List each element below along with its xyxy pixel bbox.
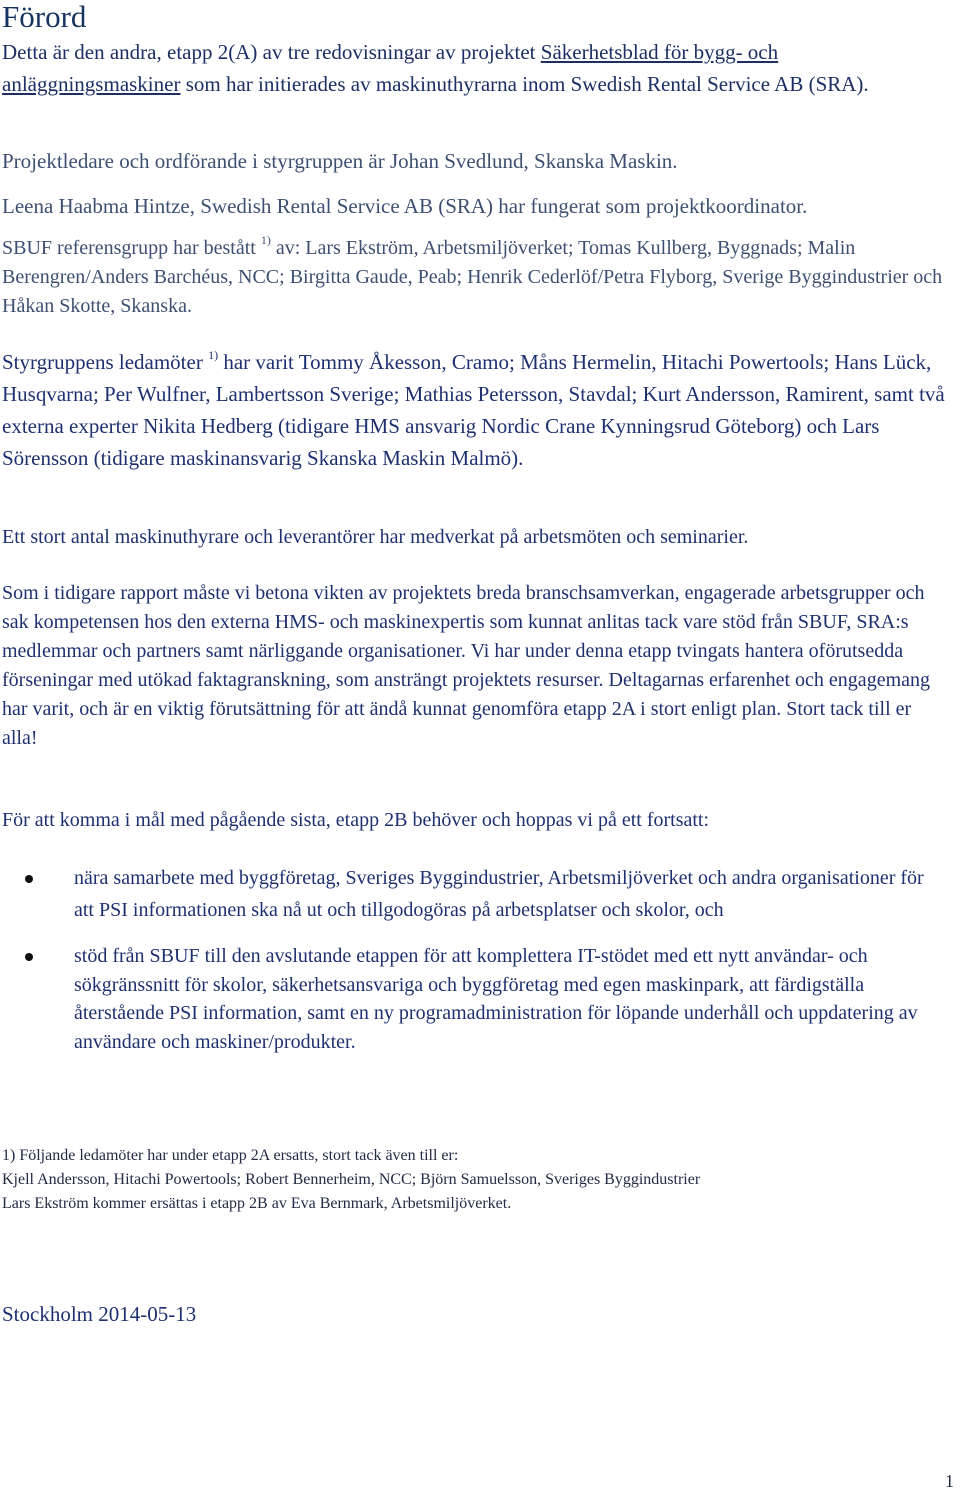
- needs-list: [0, 862, 960, 1056]
- footnote-line-2: Kjell Andersson, Hitachi Powertools; Robert Bennerheim, NCC; Björn Samuelsson, Sveriges Byggindustrier: [2, 1171, 701, 1188]
- bullet-icon: [25, 953, 33, 961]
- list-item: [0, 942, 944, 1056]
- coordinator-paragraph: Leena Haabma Hintze, Swedish Rental Service AB (SRA) har fungerat som projektkoordinator.: [2, 194, 808, 218]
- footnote-line-1: 1) Följande ledamöter har under etapp 2A ersatts, stort tack även till er:: [2, 1147, 459, 1164]
- footnote: [2, 1144, 952, 1216]
- footnote-marker: 1): [260, 233, 271, 248]
- intro-paragraph: [2, 36, 952, 100]
- reference-group-text-after: av: Lars Ekström, Arbetsmiljöverket; Tomas Kullberg, Byggnads; Malin Berengren/Anders Barchéus, NCC; Birgitta Gaude, Peab; Henrik Cederlöf/Petra Flyborg, Sverige Byggindustrier och Håkan Skotte, Skanska.: [2, 237, 943, 317]
- project-lead-paragraph: Projektledare och ordförande i styrgruppen är Johan Svedlund, Skanska Maskin.: [2, 149, 678, 173]
- page-number: 1: [945, 1471, 954, 1491]
- steering-group-paragraph: [2, 346, 952, 474]
- place-and-date: Stockholm 2014-05-13: [2, 1302, 197, 1326]
- list-item-text: nära samarbete med byggföretag, Sveriges Byggindustrier, Arbetsmiljöverket och andra organisationer för att PSI informationen ska nå ut och tillgodogöras på arbetsplatser och skolor, och: [74, 867, 924, 921]
- project-link[interactable]: Säkerhetsblad för bygg- och anläggningsmaskiner: [2, 40, 779, 96]
- footnote-marker: 1): [208, 348, 219, 362]
- footnote-line-3: Lars Ekström kommer ersättas i etapp 2B av Eva Bernmark, Arbetsmiljöverket.: [2, 1195, 512, 1212]
- intro-text-after: som har initierades av maskinuthyrarna inom Swedish Rental Service AB (SRA).: [180, 72, 869, 96]
- list-item-text: stöd från SBUF till den avslutande etappen för att komplettera IT-stödet med ett nytt användar- och sökgränssnitt för skolor, säkerhetsansvariga och byggföretag med egen maskinpark, att färdigställa återstående PSI information, samt en ny programadministration för löpande underhåll och uppdatering av användare och maskiner/produkter.: [74, 945, 918, 1053]
- page-title: Förord: [2, 0, 87, 34]
- reference-group-paragraph: [2, 234, 947, 321]
- participants-paragraph: Ett stort antal maskinuthyrare och leverantörer har medverkat på arbetsmöten och seminarier.: [2, 526, 749, 548]
- intro-text-before: Detta är den andra, etapp 2(A) av tre redovisningar av projektet: [2, 40, 541, 64]
- bullet-icon: [25, 875, 33, 883]
- steering-group-text-after: har varit Tommy Åkesson, Cramo; Måns Hermelin, Hitachi Powertools; Hans Lück, Husqvarna; Per Wulfner, Lambertsson Sverige; Mathias Petersson, Stavdal; Kurt Andersson, Ramirent, samt två externa experter Nikita Hedberg (tidigare HMS ansvarig Nordic Crane Kynningsrud Göteborg) och Lars Sörensson (tidigare maskinansvarig Skanska Maskin Malmö).: [2, 350, 945, 470]
- list-item: [0, 862, 944, 926]
- collaboration-paragraph: Som i tidigare rapport måste vi betona vikten av projektets breda branschsamverkan, engagerade arbetsgrupper och sak kompetensen hos den externa HMS- och maskinexpertis som kunnat anlitas tack vare stöd från SBUF, SRA:s medlemmar och partners samt närliggande organisationer. Vi har under denna etapp tvingats hantera oförutsedda förseningar med utökad faktagranskning, som ansträngt projektets resurser. Deltagarnas erfarenhet och engagemang har varit, och är en viktig förutsättning för att ändå kunnat genomföra etapp 2A i stort enligt plan. Stort tack till er alla!: [2, 582, 930, 749]
- steering-group-text-before: Styrgruppens ledamöter: [2, 350, 209, 374]
- continuation-intro-paragraph: För att komma i mål med pågående sista, etapp 2B behöver och hoppas vi på ett fortsatt:: [2, 809, 710, 831]
- reference-group-text-before: SBUF referensgrupp har bestått: [2, 237, 261, 259]
